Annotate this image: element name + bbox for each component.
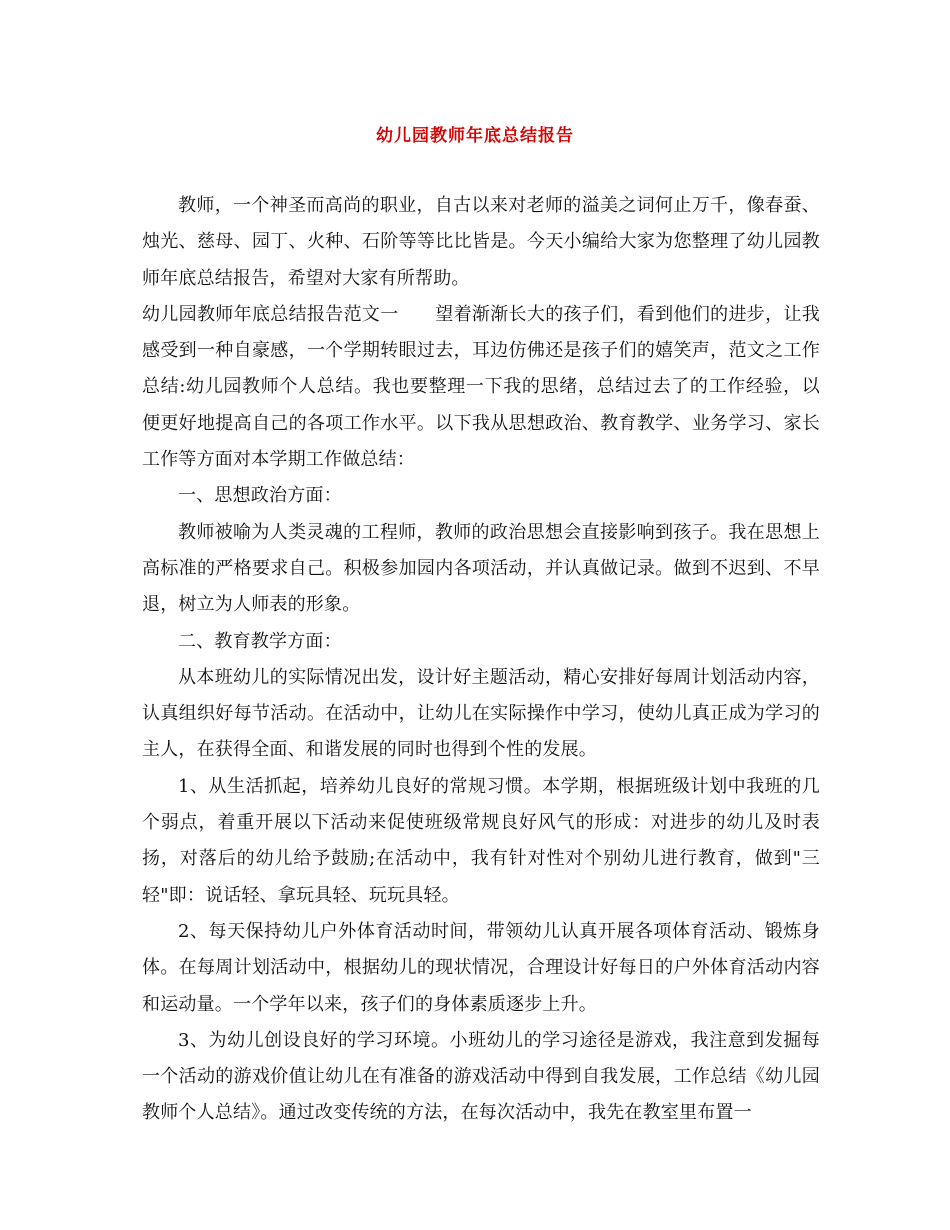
paragraph-item-1: 1、从生活抓起，培养幼儿良好的常规习惯。本学期，根据班级计划中我班的几个弱点，着重开展以下活动来促使班级常规良好风气的形成：对进步的幼儿及时表扬，对落后的幼儿给予鼓励;在活动中，我有针对性对个别幼儿进行教育，做到"三轻"即：说话轻、拿玩具轻、玩玩具轻。 (142, 775, 820, 906)
paragraph-sample-one: 幼儿园教师年底总结报告范文一 望着渐渐长大的孩子们，看到他们的进步，让我感受到一种自豪感，一个学期转眼过去，耳边仿佛还是孩子们的嬉笑声，范文之工作总结:幼儿园教师个人总结。我也要整理一下我的思绪，总结过去了的工作经验，以便更好地提高自己的各项工作水平。以下我从思想政治、教育教学、业务学习、家长工作等方面对本学期工作做总结： (142, 303, 820, 471)
section-heading-politics: 一、思想政治方面： (178, 485, 342, 507)
document-body (142, 188, 820, 1132)
paragraph-item-2: 2、每天保持幼儿户外体育活动时间，带领幼儿认真开展各项体育活动、锻炼身体。在每周计划活动中，根据幼儿的现状情况，合理设计好每日的户外体育活动内容和运动量。一个学年以来，孩子们的身体素质逐步上升。 (142, 920, 820, 1015)
paragraph-intro: 教师，一个神圣而高尚的职业，自古以来对老师的溢美之词何止万千，像春蚕、烛光、慈母、园丁、火种、石阶等等比比皆是。今天小编给大家为您整理了幼儿园教师年底总结报告，希望对大家有所帮助。 (142, 195, 820, 289)
paragraph-politics: 教师被喻为人类灵魂的工程师，教师的政治思想会直接影响到孩子。我在思想上高标准的严格要求自己。积极参加园内各项活动，并认真做记录。做到不迟到、不早退，树立为人师表的形象。 (142, 521, 820, 616)
section-heading-teaching: 二、教育教学方面： (178, 630, 342, 652)
paragraph-item-3: 3、为幼儿创设良好的学习环境。小班幼儿的学习途径是游戏，我注意到发掘每一个活动的游戏价值让幼儿在有准备的游戏活动中得到自我发展，工作总结《幼儿园教师个人总结》。通过改变传统的方法，在每次活动中，我先在教室里布置一 (142, 1029, 820, 1124)
paragraph-teaching: 从本班幼儿的实际情况出发，设计好主题活动，精心安排好每周计划活动内容，认真组织好每节活动。在活动中，让幼儿在实际操作中学习，使幼儿真正成为学习的主人，在获得全面、和谐发展的同时也得到个性的发展。 (142, 666, 820, 761)
document-title: 幼儿园教师年底总结报告 (376, 126, 574, 146)
